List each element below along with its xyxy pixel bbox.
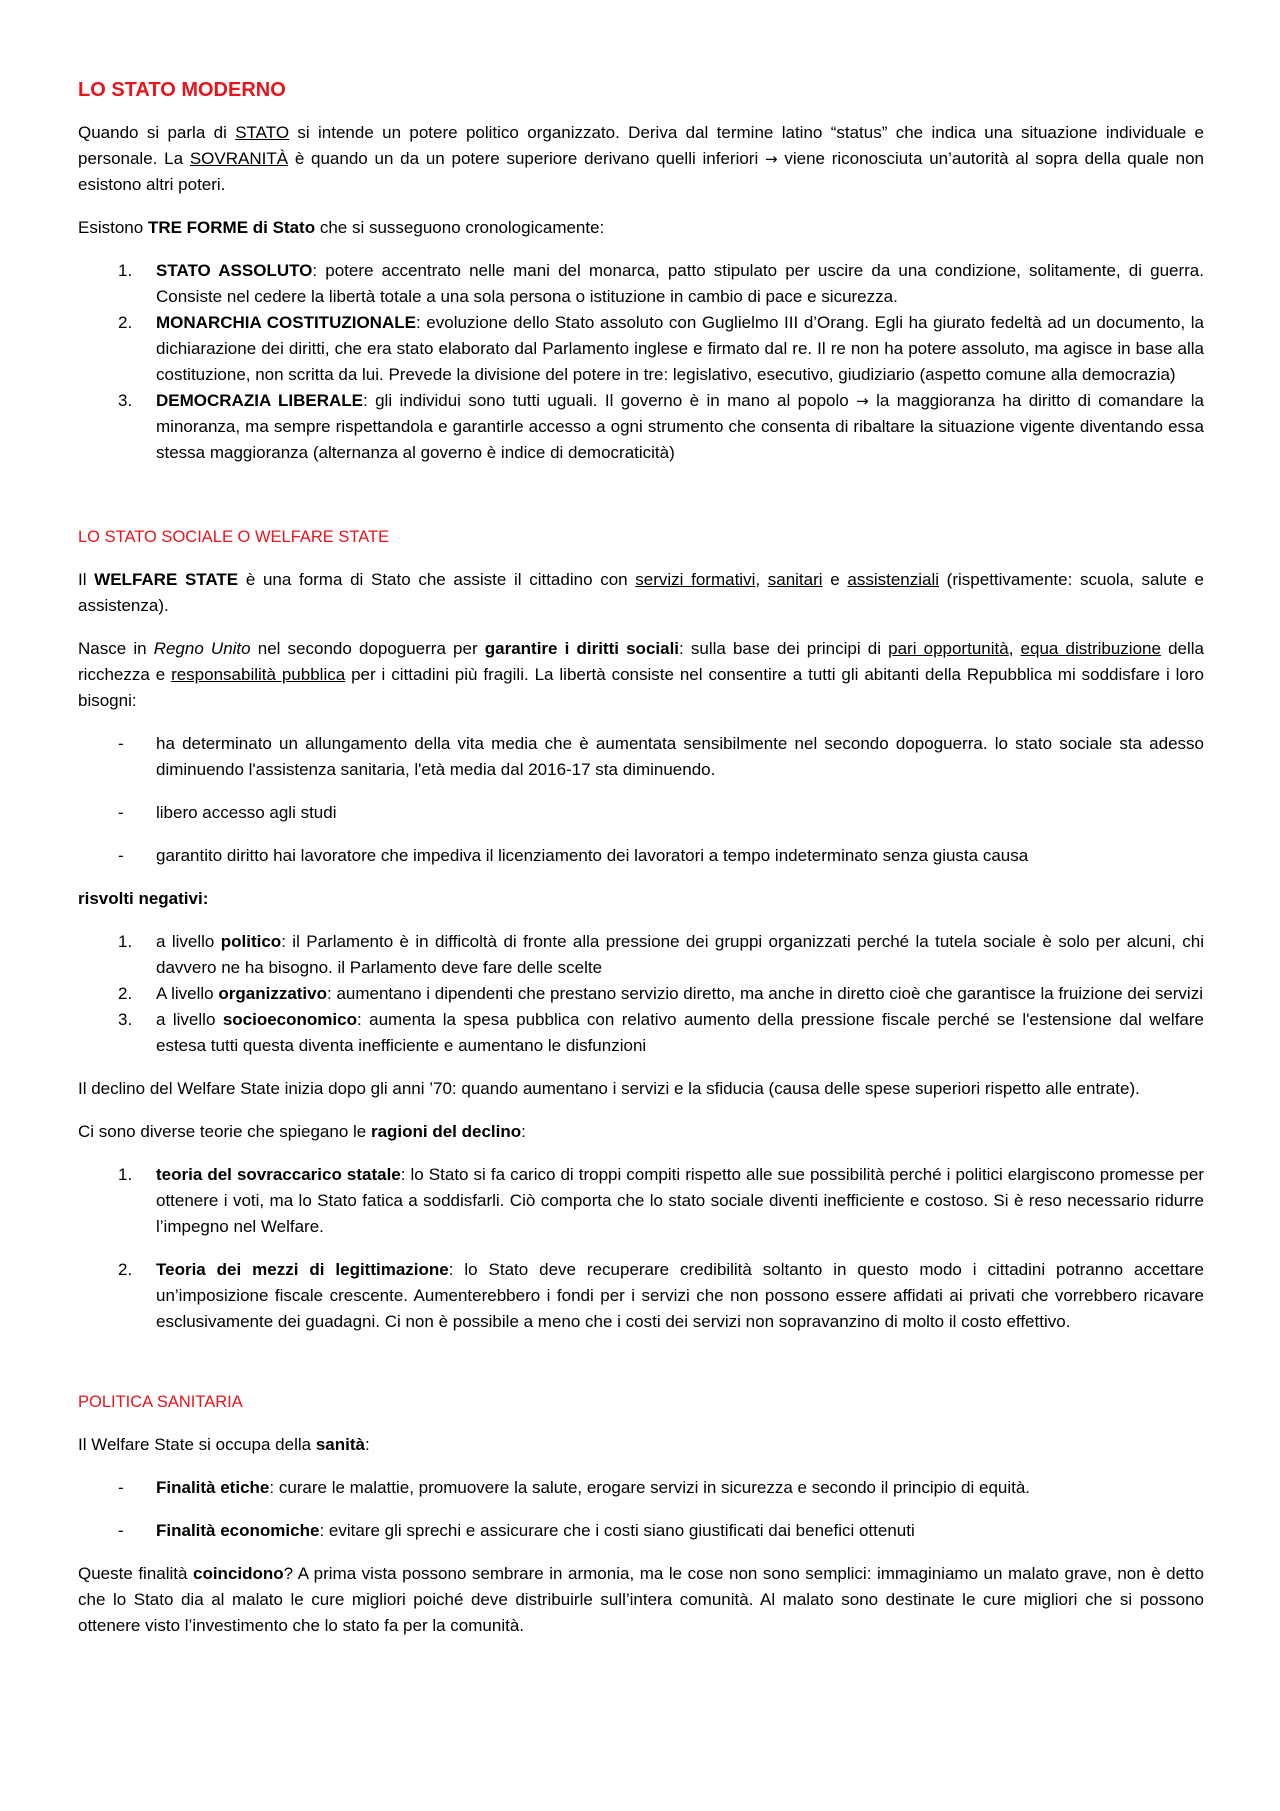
list-number: 2. xyxy=(118,313,133,332)
list-number: 1. xyxy=(118,932,133,951)
text-run: : il Parlamento è in difficoltà di fronte alla pressione dei gruppi organizzati perché la tutela sociale è solo per alcuni, chi davvero ne ha bisogno. il Parlamento deve fare delle scelte xyxy=(156,932,1205,977)
arrow-right-icon: → xyxy=(765,150,778,168)
paragraph-welfare-origin xyxy=(78,636,1204,714)
theories-list xyxy=(78,1162,1204,1335)
underlined-term: sanitari xyxy=(767,570,823,589)
text-run: per i cittadini più fragili. La libertà consiste nel consentire a tutti gli abitanti della Repubblica mi soddisfare i loro bisogni: xyxy=(78,665,1204,710)
text-run: la maggioranza ha diritto di comandare la minoranza, ma sempre rispettandola e garantirle accesso a ogni strumento che consenta di ribaltare la situazione vigente diventando essa stessa maggioranza (alternanza al governo è indice di democraticità) xyxy=(156,391,1204,462)
text-run: libero accesso agli studi xyxy=(156,803,337,822)
text-run: : lo Stato si fa carico di troppi compiti rispetto alle sue possibilità perché i politici elargiscono promesse per ottenere i voti, ma lo Stato fatica a soddisfarli. Ciò comporta che lo stato sociale diventi inefficiente e costoso. Si è reso necessario ridurre l’impegno nel Welfare. xyxy=(156,1165,1205,1236)
spacer xyxy=(78,1352,1204,1390)
text-run: nel secondo dopoguerra per xyxy=(250,639,485,658)
list-item xyxy=(78,388,1204,466)
text-run: : aumentano i dipendenti che prestano servizio diretto, ma anche in diretto cioè che garantisce la fruizione dei servizi xyxy=(327,984,1203,1003)
underlined-term: SOVRANITÀ xyxy=(189,149,289,168)
bold-term: WELFARE STATE xyxy=(94,570,239,589)
bold-term: ragioni del declino xyxy=(370,1122,522,1141)
paragraph-decline: Il declino del Welfare State inizia dopo gli anni ’70: quando aumentano i servizi e la sfiducia (causa delle spese superiori rispetto alle entrate). xyxy=(78,1079,1140,1098)
list-item xyxy=(78,981,1204,1007)
text-run: : xyxy=(521,1122,526,1141)
text-run: (rispettivamente: scuola, salute e assistenza). xyxy=(78,570,1205,615)
bullet-dash: - xyxy=(118,1478,124,1497)
list-number: 3. xyxy=(118,1010,133,1029)
text-run: A livello xyxy=(156,984,219,1003)
list-number: 2. xyxy=(118,1260,133,1279)
bold-term: Finalità economiche xyxy=(156,1521,320,1540)
text-run: ? A prima vista possono sembrare in armonia, ma le cose non sono semplici: immaginiamo un malato grave, non è detto che lo Stato dia al malato le cure migliori poiché deve distribuirle sull’intera comunità. Al malato sono destinate le cure migliori che si possono ottenere visto l’investimento che lo stato fa per la comunità. xyxy=(78,1564,1204,1635)
arrow-right-icon: → xyxy=(856,392,869,410)
underlined-term: responsabilità pubblica xyxy=(171,665,346,684)
bold-term: risvolti negativi: xyxy=(78,889,209,908)
bold-term: STATO ASSOLUTO xyxy=(156,261,313,280)
bold-term: DEMOCRAZIA LIBERALE xyxy=(156,391,363,410)
list-item xyxy=(78,1007,1204,1059)
text-run: della ricchezza e xyxy=(78,639,1205,684)
paragraph-welfare-definition xyxy=(78,567,1204,619)
text-run: : xyxy=(364,1435,370,1454)
paragraph-coincidono xyxy=(78,1561,1204,1639)
text-run: a livello xyxy=(156,1010,223,1029)
text-run: Esistono xyxy=(78,218,148,237)
text-run: a livello xyxy=(156,932,221,951)
paragraph-theories xyxy=(78,1119,1204,1145)
bold-term: politico xyxy=(220,932,282,951)
list-item xyxy=(78,258,1204,310)
list-number: 2. xyxy=(118,984,133,1003)
bold-term: organizzativo xyxy=(218,984,327,1003)
paragraph-stato-definition xyxy=(78,120,1204,198)
list-item xyxy=(78,929,1204,981)
text-run: : lo Stato deve recuperare credibilità soltanto in questo modo i cittadini potranno accettare un’imposizione fiscale crescente. Aumenterebbero i fondi per i servizi che non possono essere affidati ai privati che vorrebbero ricavare esclusivamente dei guadagni. Ci non è possibile a meno che i costi dei servizi non sopravanzino di molto il costo effettivo. xyxy=(156,1260,1204,1331)
bullet-dash: - xyxy=(118,734,124,753)
italic-term: Regno Unito xyxy=(153,639,251,658)
text-run: , xyxy=(1008,639,1021,658)
text-run: è quando un da un potere superiore derivano quelli inferiori xyxy=(288,149,765,168)
page-title: LO STATO MODERNO xyxy=(78,79,286,101)
list-item xyxy=(78,310,1204,388)
section-heading-welfare: LO STATO SOCIALE O WELFARE STATE xyxy=(78,528,390,546)
forms-list xyxy=(78,258,1204,466)
text-run: Ci sono diverse teorie che spiegano le xyxy=(78,1122,371,1141)
list-item xyxy=(78,843,1204,869)
text-run: : gli individui sono tutti uguali. Il governo è in mano al popolo xyxy=(362,391,857,410)
bullet-dash: - xyxy=(118,1521,124,1540)
list-number: 3. xyxy=(118,391,133,410)
bullet-dash: - xyxy=(118,803,124,822)
text-run: : aumenta la spesa pubblica con relativo aumento della pressione fiscale perché se l'estensione dal welfare estesa tutti questa diventa inefficiente e aumentano le disfunzioni xyxy=(156,1010,1204,1055)
paragraph-tre-forme xyxy=(78,215,1204,241)
text-run: Queste finalità xyxy=(78,1564,193,1583)
negatives-title xyxy=(78,886,1204,912)
finalita-bullets xyxy=(78,1475,1204,1544)
bold-term: TRE FORME di Stato xyxy=(147,218,316,237)
text-run: : evoluzione dello Stato assoluto con Guglielmo III d’Orang. Egli ha giurato fedeltà ad un documento, la dichiarazione dei diritti, che era stato elaborato dal Parlamento inglese e firmato dal re. Il re non ha potere assoluto, ma agisce in base alla costituzione, non scritta da lui. Prevede la divisione del potere in tre: legislativo, esecutivo, giudiziario (aspetto comune alla democrazia) xyxy=(156,313,1205,384)
text-run: , xyxy=(755,570,768,589)
list-item xyxy=(78,731,1204,783)
text-run: : sulla base dei principi di xyxy=(679,639,889,658)
list-number: 1. xyxy=(118,261,133,280)
text-run: ha determinato un allungamento della vita media che è aumentata sensibilmente nel secondo dopoguerra. lo stato sociale sta adesso diminuendo l'assistenza sanitaria, l'età media dal 2016-17 sta diminuendo. xyxy=(156,734,1204,779)
bold-term: Finalità etiche xyxy=(156,1478,270,1497)
paragraph-sanita xyxy=(78,1432,1204,1458)
text-run: : curare le malattie, promuovere la salute, erogare servizi in sicurezza e secondo il principio di equità. xyxy=(269,1478,1031,1497)
underlined-term: pari opportunità xyxy=(888,639,1009,658)
negatives-list xyxy=(78,929,1204,1059)
underlined-term: STATO xyxy=(235,123,290,142)
bold-term: garantire i diritti sociali xyxy=(484,639,680,658)
bold-term: MONARCHIA COSTITUZIONALE xyxy=(156,313,416,332)
list-number: 1. xyxy=(118,1165,133,1184)
underlined-term: equa distribuzione xyxy=(1020,639,1161,658)
text-run: che si susseguono cronologicamente: xyxy=(315,218,605,237)
list-item xyxy=(78,1257,1204,1335)
text-run: e xyxy=(822,570,848,589)
text-run: : potere accentrato nelle mani del monarca, patto stipulato per uscire da una condizione, solitamente, di guerra. Consiste nel cedere la libertà totale a una sola persona o istituzione in cambio di pace e sicurezza. xyxy=(156,261,1204,306)
text-run: : evitare gli sprechi e assicurare che i costi siano giustificati dai benefici ottenuti xyxy=(319,1521,915,1540)
text-run: Quando si parla di xyxy=(78,123,236,142)
bold-term: sanità xyxy=(315,1435,365,1454)
text-run: Il xyxy=(78,570,95,589)
text-run: viene riconosciuta un’autorità al sopra della quale non esistono altri poteri. xyxy=(78,149,1204,194)
bold-term: socioeconomico xyxy=(222,1010,357,1029)
text-run: si intende un potere politico organizzato. Deriva dal termine latino “status” che indica una situazione individuale e personale. La xyxy=(78,123,1204,168)
text-run: garantito diritto hai lavoratore che impediva il licenziamento dei lavoratori a tempo indeterminato senza giusta causa xyxy=(156,846,1029,865)
list-item xyxy=(78,1518,1204,1544)
spacer xyxy=(78,483,1204,525)
list-item xyxy=(78,800,1204,826)
welfare-bullets xyxy=(78,731,1204,869)
text-run: è una forma di Stato che assiste il cittadino con xyxy=(238,570,636,589)
underlined-term: assistenziali xyxy=(847,570,940,589)
list-item xyxy=(78,1475,1204,1501)
text-run: Il Welfare State si occupa della xyxy=(78,1435,316,1454)
section-heading-politica-sanitaria: POLITICA SANITARIA xyxy=(78,1393,243,1411)
bold-term: coincidono xyxy=(193,1564,284,1583)
underlined-term: servizi formativi xyxy=(635,570,756,589)
bullet-dash: - xyxy=(118,846,124,865)
text-run: Nasce in xyxy=(78,639,154,658)
list-item xyxy=(78,1162,1204,1240)
bold-term: teoria del sovraccarico statale xyxy=(156,1165,401,1184)
bold-term: Teoria dei mezzi di legittimazione xyxy=(156,1260,449,1279)
